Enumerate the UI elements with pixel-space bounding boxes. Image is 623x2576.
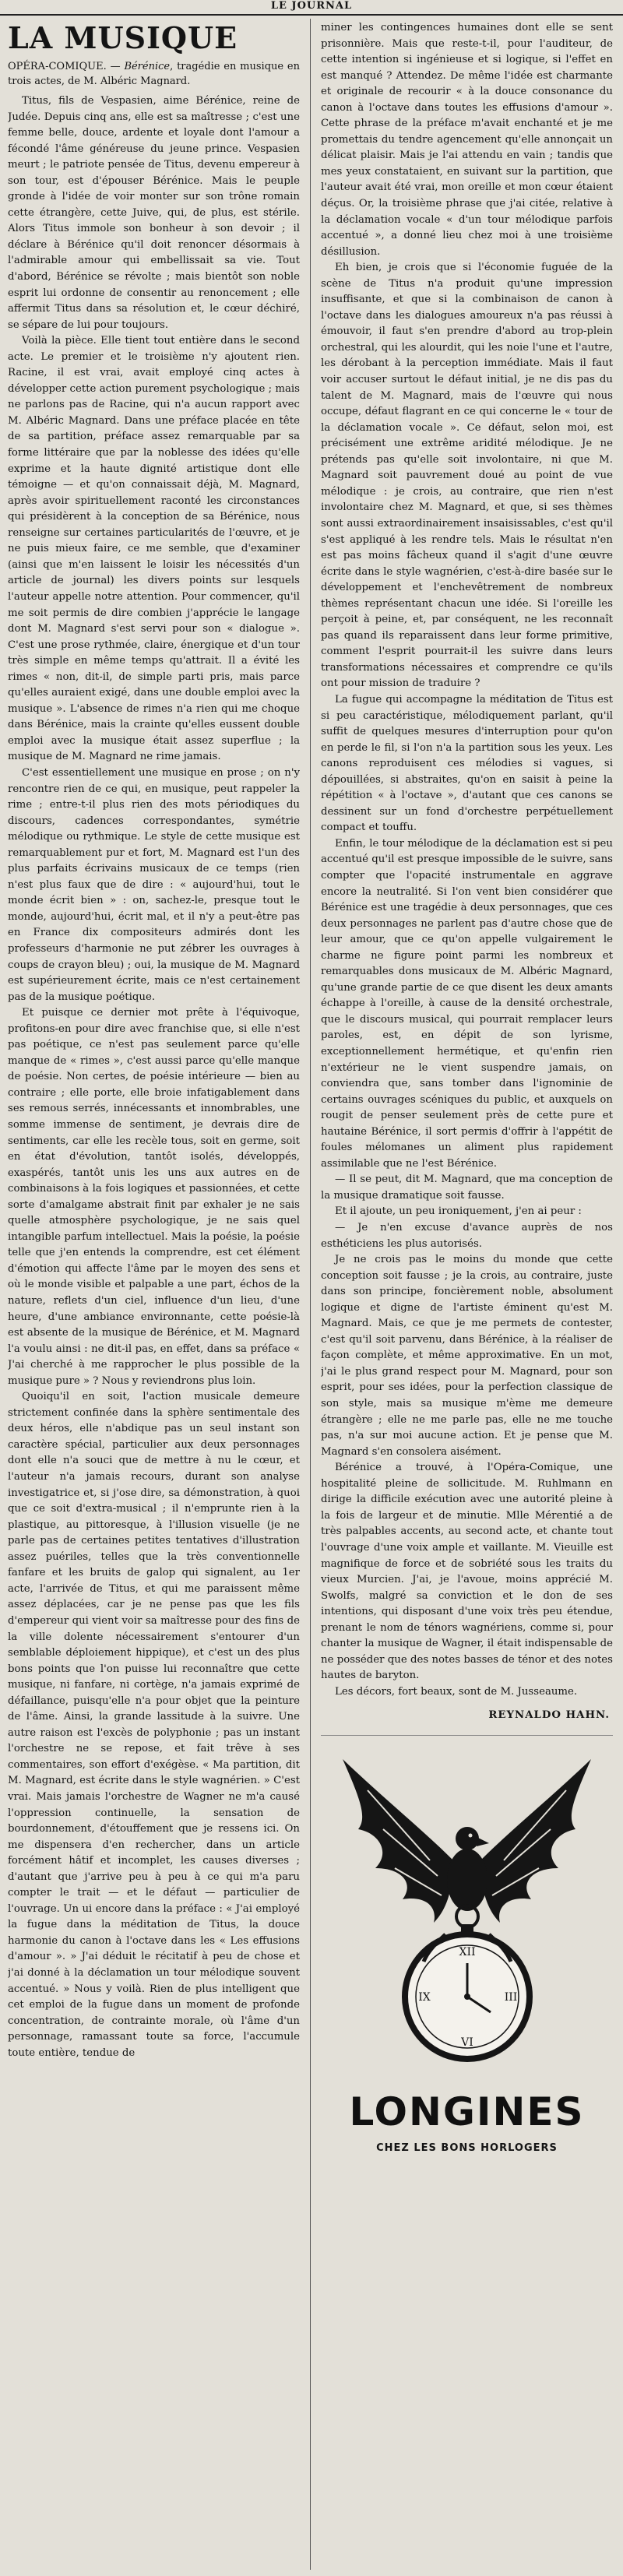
paragraph: miner les contingences humaines dont elle se sent prisonnière. Mais que reste-t-il, pour l'auditeur, de cette intention si ingénieuse et si logique, si l'effet en est manqué ? Attendez. De même l'idée est charmante et originale de recourir « à la douce consonance du canon à l'octave dans toutes les effusions d'amour ». Cette phrase de la préface m'avait enchanté et je me promettais du tendre agencement qu'elle annonçait un délicat plaisir. Mais je l'ai attendu en vain ; tandis que mes yeux constataient, en suivant sur la partition, que l'auteur avait été vrai, mon oreille et mon cœur étaient déçus. Or, la troisième phrase que j'ai citée, relative à la déclamation vocale « d'un tour mélodique parfois accentué », a donné lieu chez moi à une troisième désillusion. — [321, 22, 613, 258]
paragraph: Bérénice a trouvé, à l'Opéra-Comique, une hospitalité pleine de sollicitude. M. Ruhlmann en dirige la difficile exécution avec une autorité pleine à la fois de largeur et de minutie. Mlle Mérentié a de très palpables accents, au second acte, et chante tout l'ouvrage d'une voix ample et vaillante. M. Vieuille est magnifique de force et de sobriété sous les traits du vieux Murcien. J'ai, je l'avoue, moins apprécié M. Swolfs, malgré sa conviction et le don de ses intentions, qui disposant d'une voix très peu étendue, prenant le nom de ténors wagnériens, comme si, pour chanter la musique de Wagner, il était indispensable de ne posséder que des notes basses de ténor et des notes hautes de baryton. — [321, 1462, 613, 1682]
article-title: LA MUSIQUE — [8, 20, 238, 55]
subtitle-venue: OPÉRA-COMIQUE. — [8, 61, 107, 72]
author-signature: REYNALDO HAHN. — [488, 1709, 610, 1722]
paragraph: Eh bien, je crois que si l'économie fuguée de la scène de Titus n'a produit qu'une impression insuffisante, et que si la combinaison de canon à l'octave dans les dialogues amoureux n'a pas réussi à émouvoir, il faut s'en prendre d'abord au trop-plein orchestral, qui les alourdit, qui les noie l'une et l'autre, les dérobant à la perception immédiate. Mais il faut voir accuser surtout le défaut initial, je ne dis pas du talent de M. Magnard, mais de l'œuvre qui nous occupe, défaut flagrant en ce qui concerne le « tour de la déclamation vocale ». Ce défaut, selon moi, est précisément une extrême aridité mélodique. Je ne prétends pas qu'elle soit involontaire, ni que M. Magnard soit pauvrement doué au point de vue mélodique : je crois, au contraire, que rien n'est involontaire chez M. Magnard, et que, si ses thèmes sont aussi extraordinairement insaisissables, c'est qu'il s'est appliqué à les rendre tels. Mais le résultat n'en est pas moins fâcheux quand il s'agit d'une œuvre écrite dans le style wagnérien, c'est-à-dire basée sur le développement et l'enchevêtrement de nombreux thèmes représentant chacun une idée. Si l'oreille les perçoit à peine, et, par conséquent, ne les reconnaît pas quand ils reparaissent dans leur forme primitive, comment l'esprit pourrait-il les suivre dans leurs transformations nécessaires et comprendre ce qu'ils ont pour mission de traduire ? — [321, 262, 613, 690]
paragraph: La fugue qui accompagne la méditation de Titus est si peu caractéristique, mélodiquement parlant, qu'il suffit de quelques mesures d'interruption pour qu'on en perde le fil, si l'on n'a la partition sous les yeux. Les canons reproduisent ces mélodies si vagues, si dépouillées, si abstraites, qu'on en saisit à peine la répétition « à l'octave », d'autant que ces canons se dessinent sur un fond d'orchestre perpétuellement compact et touffu. — [321, 693, 613, 834]
right-column — [321, 20, 613, 2567]
paragraph: Enfin, le tour mélodique de la déclamation est si peu accentué qu'il est presque impossible de le suivre, sans compter que l'opacité instrumentale en aggrave encore la neutralité. Si l'on vent bien considérer que Bérénice est une tragédie à deux personnages, que ces deux personnages ne parlent pas d'autre chose que de leur amour, que ce qu'on appelle vulgairement le charme ne figure point parmi les nombreux et remarquables dons musicaux de M. Albéric Magnard, qu'une grande partie de ce que disent les deux amants échappe à l'oreille, à cause de la densité orchestrale, que le discours musical, qui pourrait remplacer leurs paroles, est, en dépit de son lyrisme, exceptionnellement hermétique, et qu'enfin rien n'extérieur ne le vient suspendre jamais, on conviendra que, sans tomber dans l'ignominie de certains ouvrages scéniques du public, et auxquels on rougit de penser seulement près de cette pure et hautaine Bérénice, il sort permis d'offrir à l'appétit de foules mélomanes un aliment plus rapidement assimilable que ne l'est Bérénice. — [321, 837, 613, 1170]
left-column — [8, 20, 300, 2567]
paragraph: Je ne crois pas le moins du monde que cette conception soit fausse ; je la crois, au contraire, juste dans son principe, foncièrement noble, absolument logique et digne de l'artiste éminent qu'est M. Magnard. Mais, ce que je me permets de contester, c'est qu'il soit parvenu, dans Bérénice, à la réaliser de façon complète, et même approximative. En un mot, j'ai le plus grand respect pour M. Magnard, pour son esprit, pour ses idées, pour la perfection classique de son style, mais sa musique m'ème me demeure étrangère ; elle ne me parle pas, elle ne me touche pas, n'a sur moi aucune action. Et je pense que M. Magnard s'en consolera aisément. — [321, 1254, 613, 1458]
dial-numeral-ix: IX — [418, 1990, 431, 2004]
paragraph: — Il se peut, dit M. Magnard, que ma conception de la musique dramatique soit fausse. — [321, 1174, 613, 1202]
paragraph: Titus, fils de Vespasien, aime Bérénice, reine de Judée. Depuis cinq ans, elle est sa maîtresse ; c'est une femme belle, douce, ardente et loyale dont l'amour a fécondé l'âme généreuse du jeune prince. Vespasien meurt ; le patriote pensée de Titus, devenu empereur à son tour, est d'épouser Bérénice. Mais le peuple gronde à l'idée de voir monter sur son trône romain cette étrangère, cette Juive, qui, de plus, est stérile. Alors Titus immole son bonheur à son devoir ; il déclare à Bérénice qu'il doit renoncer désormais à l'admirable amour qui embellissait sa vie. Tout d'abord, Bérénice se révolte ; mais bientôt son noble esprit lui ordonne de consentir au renoncement ; elle affermit Titus dans sa résolution et, le cœur déchiré, se sépare de lui pour toujours. — [8, 95, 300, 331]
subtitle-rest: , tragédie en musique en trois actes, de M. Albéric Magnard. — [8, 61, 300, 87]
paragraph: — Je n'en excuse d'avance auprès de nos esthéticiens les plus autorisés. — [321, 1222, 613, 1250]
paragraph: C'est essentiellement une musique en prose ; on n'y rencontre rien de ce qui, en musique, peut rappeler la rime ; entre-t-il plus rien des mots périodiques du discours, cadences correspondantes, symétrie mélodique ou rythmique. Le style de cette musique est remarquablement pur et fort, M. Magnard est l'un des plus parfaits écrivains musicaux de ce temps (rien n'est plus faux que de dire : « aujourd'hui, tout le monde écrit bien » : on, sachez-le, presque tout le monde, aujourd'hui, écrit mal, et il n'y a peut-être pas en France dix compositeurs admirés dont les professeurs d'harmonie ne put zébrer les ouvrages à coups de crayon bleu) ; oui, la musique de M. Magnard est supérieurement écrite, mais ce n'est certainement pas de la musique poétique. — [8, 766, 300, 1003]
eagle-watch-illustration — [336, 1744, 597, 2086]
dial-numeral-vi: VI — [461, 2036, 473, 2049]
ad-tagline: CHEZ LES BONS HORLOGERS — [376, 2141, 558, 2154]
paragraph: Et puisque ce dernier mot prête à l'équivoque, profitons-en pour dire avec franchise que, si elle n'est pas poétique, ce n'est pas seulement parce qu'elle manque de « rimes », c'est aussi parce qu'elle manque de poésie. Non certes, de poésie intérieure — bien au contraire ; elle porte, elle broie infatigablement dans ses remous serrés, innécessants et innombrables, une somme immense de sentiment, je devrais dire de sentiments, car elle les recèle tous, soit en germe, soit en état d'évolution, tantôt isolés, développés, exaspérés, tantôt unis les uns aux autres en de combinaisons à la fois logiques et passionnées, et cette sorte d'amalgame abstrait finit par exhaler je ne sais quelle atmosphère psychologique, je ne sais quel intangible parfum intellectuel. Mais la poésie, la poésie telle que j'en entends la comprendre, est cet élément d'émotion qui affecte l'âme par le moyen des sens et où le monde visible et palpable a une part, échos de la nature, reflets d'un ciel, influence d'un lieu, d'une heure, d'une ambiance environnante, cette poésie-là est absente de la musique de Bérénice, et M. Magnard l'a voulu ainsi : ne dit-il pas, en effet, dans sa préface « J'ai cherché à me rapprocher le plus possible de la musique pure » ? Nous y reviendrons plus loin. — [8, 1007, 300, 1387]
paragraph: Les décors, fort beaux, sont de M. Jusseaume. — [335, 1685, 578, 1698]
paragraph: Voilà la pièce. Elle tient tout entière dans le second acte. Le premier et le troisième n'y ajoutent rien. Racine, il est vrai, avait employé cinq actes à développer cette action purement psychologique ; mais ne parlons pas de Racine, qui n'a aucun rapport avec M. Albéric Magnard. Dans une préface placée en tête de sa partition, préface assez remarquable par sa forme littéraire que par la noblesse des idées qu'elle exprime et la haute dignité artistique dont elle témoigne — et qu'on connaissait déjà, M. Magnard, après avoir spirituellement raconté les circonstances qui présidèrent à la conception de sa Bérénice, nous renseigne sur certaines particularités de l'œuvre, et je ne puis mieux faire, ce me semble, que d'examiner (ainsi que m'en laissent le loisir les nécessités d'un article de journal) les divers points sur lesquels l'auteur appelle notre attention. Pour commencer, qu'il me soit permis de dire combien j'apprécie le langage dont M. Magnard s'est servi pour son « dialogue ». C'est une prose rythmée, claire, énergique et d'un tour très simple en même temps qu'attrait. Il a évité les rimes « non, dit-il, de simple parti pris, mais parce qu'elles auraient exigé, dans une double emploi avec la musique ». L'absence de rimes n'a rien qui me choque dans Bérénice, mais la crainte qu'elles eussent double emploi avec la musique était assez superflue ; la musique de M. Magnard ne rime jamais. — [8, 335, 300, 763]
dial-numeral-iii: III — [504, 1990, 518, 2004]
column-rule — [310, 19, 311, 2570]
article-subtitle: OPÉRA-COMIQUE. — Bérénice, tragédie en musique en trois actes, de M. Albéric Magnard. — [8, 61, 300, 87]
dial-numeral-xii: XII — [459, 1945, 476, 1958]
masthead: LE JOURNAL — [0, 0, 623, 16]
longines-advertisement — [321, 1735, 613, 2172]
ad-brand-name: LONGINES — [349, 2089, 585, 2134]
paragraph: Et il ajoute, un peu ironiquement, j'en ai peur : — [335, 1205, 582, 1218]
subtitle-work: Bérénice — [124, 61, 171, 72]
paragraph: Quoiqu'il en soit, l'action musicale demeure strictement confinée dans la sphère sentimentale des deux héros, elle n'abdique pas un seul instant son caractère spécial, particulier aux deux personnages dont elle n'a souci que de mettre à nu le cœur, et l'auteur n'a jamais recours, durant son analyse investigatrice et, si j'ose dire, sa démonstration, à quoi que ce soit d'extra-musical ; il n'emprunte rien à la plastique, au pittoresque, à l'illusion visuelle (je ne parle pas de certaines petites tentatives d'illustration assez puériles, telles que la très conventionnelle fanfare et les bruits de galop qui signalent, au 1er acte, l'arrivée de Titus, et qui me paraissent même assez déplacées, car je ne pense pas que les fils d'empereur qui vient voir sa maîtresse pour des fins de la ville dolente nécessairement s'entourer d'un semblable déploiement hippique), et c'est un des plus bons points que l'on puisse lui reconnaître que cette musique, ni fanfare, ni cortège, n'a jamais exprimé de défaillance, puisqu'elle n'a pour objet que la peinture de l'âme. Ainsi, la grande lassitude à la suivre. Une autre raison est l'excès de polyphonie ; pas un instant l'orchestre ne se repose, et fait trêve à ses commentaires, son effort d'exégèse. « Ma partition, dit M. Magnard, est écrite dans le style wagnérien. » C'est vrai. Mais jamais l'orchestre de Wagner ne m'a causé l'oppression continuelle, la sensation de bourdonnement, d'étouffement que je ressens ici. On me dispensera d'en rechercher, dans un article forcément hâtif et incomplet, les causes diverses ; d'autant que j'arrive peu à peu à ce qui m'a paru compter le trait — et le défaut — particulier de l'ouvrage. Un ui encore dans la préface : « J'ai employé la fugue dans la méditation de Titus, la douce harmonie du canon à l'octave dans les « Les effusions d'amour ». » J'ai déduit le récitatif à peu de chose et j'ai donné à la déclamation un tour mélodique souvent accentué. » Nous y voilà. Rien de plus intelligent que cet emploi de la fugue dans un moment de profonde concentration, de contrainte morale, où l'âme d'un personnage, ramassant toute sa force, l'accumule toute entière, tendue de — [8, 1391, 300, 2059]
